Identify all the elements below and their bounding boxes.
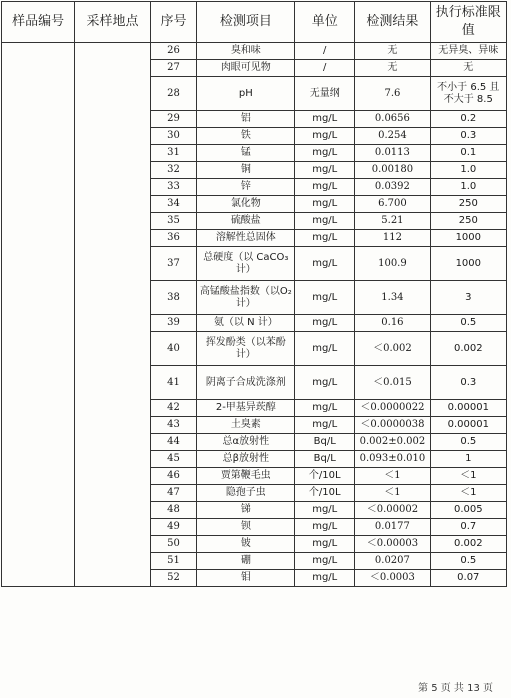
result-cell: 0.002±0.002 bbox=[355, 434, 430, 451]
unit-cell: 个/10L bbox=[295, 468, 355, 485]
unit-cell: mg/L bbox=[295, 332, 355, 366]
item-cell: 硼 bbox=[197, 553, 295, 570]
standard-cell: 1000 bbox=[430, 247, 506, 281]
seq-cell: 41 bbox=[150, 366, 197, 400]
result-cell: 0.0392 bbox=[355, 179, 430, 196]
header-seq: 序号 bbox=[150, 2, 197, 43]
unit-cell: mg/L bbox=[295, 162, 355, 179]
standard-cell: 3 bbox=[430, 281, 506, 315]
standard-cell: 1000 bbox=[430, 230, 506, 247]
header-site: 采样地点 bbox=[75, 2, 150, 43]
item-cell: 氨（以 N 计） bbox=[197, 315, 295, 332]
seq-cell: 45 bbox=[150, 451, 197, 468]
seq-cell: 39 bbox=[150, 315, 197, 332]
result-cell: ＜0.00002 bbox=[355, 502, 430, 519]
seq-cell: 30 bbox=[150, 128, 197, 145]
table-body bbox=[2, 43, 507, 587]
header-item: 检测项目 bbox=[197, 2, 295, 43]
seq-cell: 36 bbox=[150, 230, 197, 247]
unit-cell: 个/10L bbox=[295, 485, 355, 502]
unit-cell: mg/L bbox=[295, 502, 355, 519]
item-cell: 肉眼可见物 bbox=[197, 60, 295, 77]
seq-cell: 44 bbox=[150, 434, 197, 451]
item-cell: 臭和味 bbox=[197, 43, 295, 60]
result-cell: 0.0113 bbox=[355, 145, 430, 162]
standard-cell: 0.3 bbox=[430, 366, 506, 400]
item-cell: 铍 bbox=[197, 536, 295, 553]
unit-cell: mg/L bbox=[295, 145, 355, 162]
item-cell: 贾第鞭毛虫 bbox=[197, 468, 295, 485]
seq-cell: 40 bbox=[150, 332, 197, 366]
result-cell: 7.6 bbox=[355, 77, 430, 111]
item-cell: 阴离子合成洗涤剂 bbox=[197, 366, 295, 400]
item-cell: 2-甲基异莰醇 bbox=[197, 400, 295, 417]
standard-cell: 1.0 bbox=[430, 179, 506, 196]
item-cell: 铜 bbox=[197, 162, 295, 179]
header-result: 检测结果 bbox=[355, 2, 430, 43]
seq-cell: 43 bbox=[150, 417, 197, 434]
seq-cell: 35 bbox=[150, 213, 197, 230]
standard-cell: 0.07 bbox=[430, 570, 506, 587]
result-cell: 6.700 bbox=[355, 196, 430, 213]
standard-cell: 0.5 bbox=[430, 553, 506, 570]
standard-cell: ＜1 bbox=[430, 485, 506, 502]
item-cell: 挥发酚类（以苯酚计） bbox=[197, 332, 295, 366]
standard-cell: 不小于 6.5 且不大于 8.5 bbox=[430, 77, 506, 111]
standard-cell: 250 bbox=[430, 213, 506, 230]
standard-cell: 0.3 bbox=[430, 128, 506, 145]
unit-cell: mg/L bbox=[295, 570, 355, 587]
seq-cell: 46 bbox=[150, 468, 197, 485]
result-cell: ＜0.015 bbox=[355, 366, 430, 400]
seq-cell: 48 bbox=[150, 502, 197, 519]
item-cell: 隐孢子虫 bbox=[197, 485, 295, 502]
unit-cell: mg/L bbox=[295, 230, 355, 247]
result-cell: 0.093±0.010 bbox=[355, 451, 430, 468]
seq-cell: 51 bbox=[150, 553, 197, 570]
unit-cell: / bbox=[295, 60, 355, 77]
standard-cell: 0.005 bbox=[430, 502, 506, 519]
result-cell: 100.9 bbox=[355, 247, 430, 281]
seq-cell: 50 bbox=[150, 536, 197, 553]
item-cell: 锑 bbox=[197, 502, 295, 519]
seq-cell: 42 bbox=[150, 400, 197, 417]
unit-cell: mg/L bbox=[295, 111, 355, 128]
unit-cell: mg/L bbox=[295, 417, 355, 434]
result-cell: ＜0.0003 bbox=[355, 570, 430, 587]
seq-cell: 34 bbox=[150, 196, 197, 213]
header-standard: 执行标准限值 bbox=[430, 2, 506, 43]
unit-cell: mg/L bbox=[295, 128, 355, 145]
result-cell: ＜0.002 bbox=[355, 332, 430, 366]
standard-cell: 1 bbox=[430, 451, 506, 468]
result-cell: 5.21 bbox=[355, 213, 430, 230]
standard-cell: 0.002 bbox=[430, 536, 506, 553]
result-cell: 0.0177 bbox=[355, 519, 430, 536]
standard-cell: 0.1 bbox=[430, 145, 506, 162]
standard-cell: 0.5 bbox=[430, 434, 506, 451]
result-cell: 112 bbox=[355, 230, 430, 247]
test-results-table bbox=[1, 1, 507, 587]
table-header-row bbox=[2, 2, 507, 43]
standard-cell: 1.0 bbox=[430, 162, 506, 179]
item-cell: 总β放射性 bbox=[197, 451, 295, 468]
result-cell: 1.34 bbox=[355, 281, 430, 315]
item-cell: 硫酸盐 bbox=[197, 213, 295, 230]
item-cell: 钼 bbox=[197, 570, 295, 587]
result-cell: 0.00180 bbox=[355, 162, 430, 179]
item-cell: 总硬度（以 CaCO₃计） bbox=[197, 247, 295, 281]
seq-cell: 33 bbox=[150, 179, 197, 196]
seq-cell: 28 bbox=[150, 77, 197, 111]
seq-cell: 32 bbox=[150, 162, 197, 179]
seq-cell: 29 bbox=[150, 111, 197, 128]
standard-cell: 0.00001 bbox=[430, 417, 506, 434]
standard-cell: ＜1 bbox=[430, 468, 506, 485]
item-cell: 土臭素 bbox=[197, 417, 295, 434]
table-row bbox=[2, 43, 507, 60]
standard-cell: 0.2 bbox=[430, 111, 506, 128]
unit-cell: mg/L bbox=[295, 196, 355, 213]
unit-cell: mg/L bbox=[295, 315, 355, 332]
seq-cell: 47 bbox=[150, 485, 197, 502]
unit-cell: mg/L bbox=[295, 519, 355, 536]
item-cell: 高锰酸盐指数（以O₂计） bbox=[197, 281, 295, 315]
unit-cell: mg/L bbox=[295, 179, 355, 196]
standard-cell: 250 bbox=[430, 196, 506, 213]
unit-cell: Bq/L bbox=[295, 434, 355, 451]
unit-cell: mg/L bbox=[295, 247, 355, 281]
item-cell: 铝 bbox=[197, 111, 295, 128]
unit-cell: / bbox=[295, 43, 355, 60]
result-cell: ＜0.00003 bbox=[355, 536, 430, 553]
standard-cell: 0.00001 bbox=[430, 400, 506, 417]
result-cell: ＜1 bbox=[355, 468, 430, 485]
item-cell: pH bbox=[197, 77, 295, 111]
item-cell: 总α放射性 bbox=[197, 434, 295, 451]
unit-cell: mg/L bbox=[295, 213, 355, 230]
seq-cell: 26 bbox=[150, 43, 197, 60]
result-cell: ＜1 bbox=[355, 485, 430, 502]
standard-cell: 无 bbox=[430, 60, 506, 77]
seq-cell: 38 bbox=[150, 281, 197, 315]
unit-cell: Bq/L bbox=[295, 451, 355, 468]
unit-cell: mg/L bbox=[295, 281, 355, 315]
seq-cell: 52 bbox=[150, 570, 197, 587]
unit-cell: mg/L bbox=[295, 536, 355, 553]
standard-cell: 无异臭、异味 bbox=[430, 43, 506, 60]
standard-cell: 0.002 bbox=[430, 332, 506, 366]
result-cell: 0.16 bbox=[355, 315, 430, 332]
site-cell bbox=[75, 43, 150, 587]
result-cell: ＜0.0000038 bbox=[355, 417, 430, 434]
unit-cell: mg/L bbox=[295, 400, 355, 417]
item-cell: 钡 bbox=[197, 519, 295, 536]
result-cell: ＜0.0000022 bbox=[355, 400, 430, 417]
seq-cell: 49 bbox=[150, 519, 197, 536]
standard-cell: 0.5 bbox=[430, 315, 506, 332]
header-unit: 单位 bbox=[295, 2, 355, 43]
result-cell: 无 bbox=[355, 43, 430, 60]
unit-cell: 无量纲 bbox=[295, 77, 355, 111]
seq-cell: 27 bbox=[150, 60, 197, 77]
result-cell: 无 bbox=[355, 60, 430, 77]
item-cell: 溶解性总固体 bbox=[197, 230, 295, 247]
header-sample-no: 样品编号 bbox=[2, 2, 75, 43]
page-number: 第 5 页 共 13 页 bbox=[418, 683, 493, 694]
result-cell: 0.0656 bbox=[355, 111, 430, 128]
standard-cell: 0.7 bbox=[430, 519, 506, 536]
seq-cell: 37 bbox=[150, 247, 197, 281]
sample-no-cell bbox=[2, 43, 75, 587]
unit-cell: mg/L bbox=[295, 366, 355, 400]
item-cell: 铁 bbox=[197, 128, 295, 145]
item-cell: 锌 bbox=[197, 179, 295, 196]
unit-cell: mg/L bbox=[295, 553, 355, 570]
result-cell: 0.0207 bbox=[355, 553, 430, 570]
item-cell: 氯化物 bbox=[197, 196, 295, 213]
result-cell: 0.254 bbox=[355, 128, 430, 145]
item-cell: 锰 bbox=[197, 145, 295, 162]
seq-cell: 31 bbox=[150, 145, 197, 162]
